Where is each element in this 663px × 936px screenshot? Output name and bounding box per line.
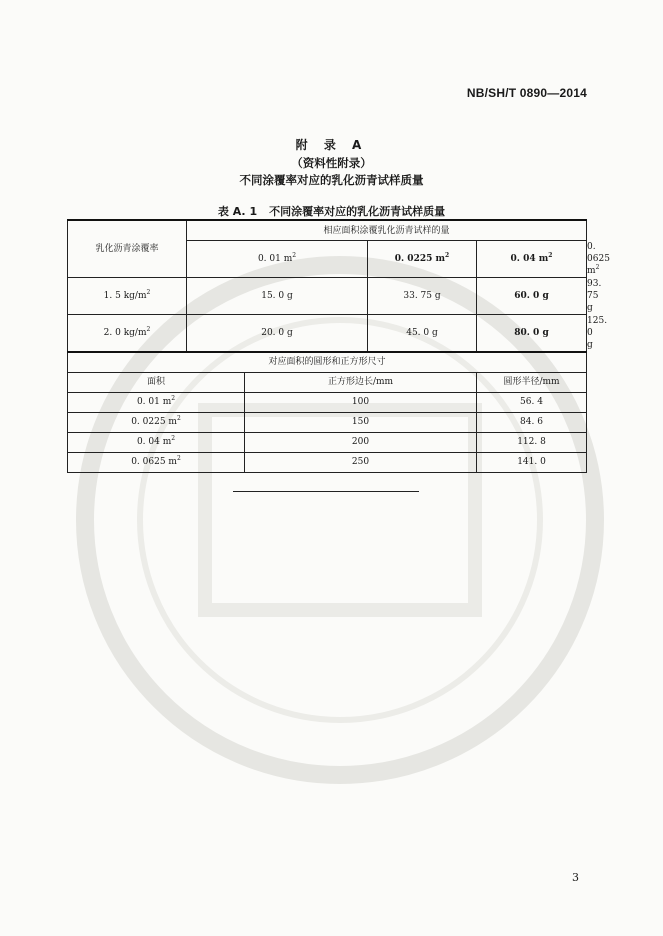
table-caption (0, 203, 663, 219)
square-side-cell: 250 (245, 452, 477, 472)
table-caption-title: 不同涂覆率对应的乳化沥青试样质量 (269, 205, 446, 218)
standard-code: NB/SH/T 0890—2014 (466, 86, 587, 100)
group-header-cell: 相应面积涂覆乳化沥青试样的量 (187, 220, 587, 241)
square-side-cell: 100 (245, 392, 477, 412)
end-divider (233, 491, 419, 492)
shape-area-cell: 0. 0625 $m^2$ (68, 452, 245, 472)
rate-cell: 1. 5 $kg/m^2$ (68, 278, 187, 315)
circle-radius-cell: 56. 4 (477, 392, 587, 412)
page-number: 3 (572, 871, 579, 884)
shape-area-cell: 0. 01 $m^2$ (68, 392, 245, 412)
shape-header-area: 面积 (68, 372, 245, 392)
shape-area-cell: 0. 0225 $m^2$ (68, 412, 245, 432)
appendix-subtitle: （资料性附录） (291, 156, 372, 170)
mass-cell: 60. 0 g (477, 278, 587, 315)
circle-radius-cell: 84. 6 (477, 412, 587, 432)
appendix-name: 不同涂覆率对应的乳化沥青试样质量 (239, 173, 424, 187)
mass-cell: 20. 0 g (187, 315, 368, 352)
appendix-title: 附 录 A (295, 138, 368, 152)
sample-mass-table: 乳化沥青涂覆率 相应面积涂覆乳化沥青试样的量 0. 01 $m^2$ 0. 0225 $m^2$ 0. 04 $m^2$ 0. 0625 $m^2$ 1. 5 $kg/m^2$ 15. 0 g 33. 75 g 60. 0 g 93. 75 g 2. 0 $kg/m^2$ 20. 0 g 45. 0 g 80. 0 g 125. 0 g 对应面积的圆形和正方形尺寸 面积 正方形边长/mm 圆形半径/mm 0. 01 $m^2$ 100 56. 4 0. 0225 $m^2$ 150 84. 6 0. 04 $m^2$ 200 112. 8 0. 0625 $m^2$ 250 141. 0 (67, 219, 587, 473)
shape-header-square: 正方形边长/mm (245, 372, 477, 392)
area-header-1: 0. 01 $m^2$ (187, 241, 368, 278)
circle-radius-cell: 141. 0 (477, 452, 587, 472)
square-side-cell: 200 (245, 432, 477, 452)
table-caption-number: 表 A. 1 (217, 205, 258, 218)
row-header-cell: 乳化沥青涂覆率 (68, 220, 187, 278)
shape-area-cell: 0. 04 $m^2$ (68, 432, 245, 452)
area-header-3: 0. 04 $m^2$ (477, 241, 587, 278)
shape-header-circle: 圆形半径/mm (477, 372, 587, 392)
mass-cell: 33. 75 g (368, 278, 477, 315)
area-header-2: 0. 0225 $m^2$ (368, 241, 477, 278)
square-side-cell: 150 (245, 412, 477, 432)
rate-cell: 2. 0 $kg/m^2$ (68, 315, 187, 352)
shape-section-title: 对应面积的圆形和正方形尺寸 (68, 352, 587, 373)
mass-cell: 45. 0 g (368, 315, 477, 352)
mass-cell: 15. 0 g (187, 278, 368, 315)
circle-radius-cell: 112. 8 (477, 432, 587, 452)
mass-cell: 80. 0 g (477, 315, 587, 352)
